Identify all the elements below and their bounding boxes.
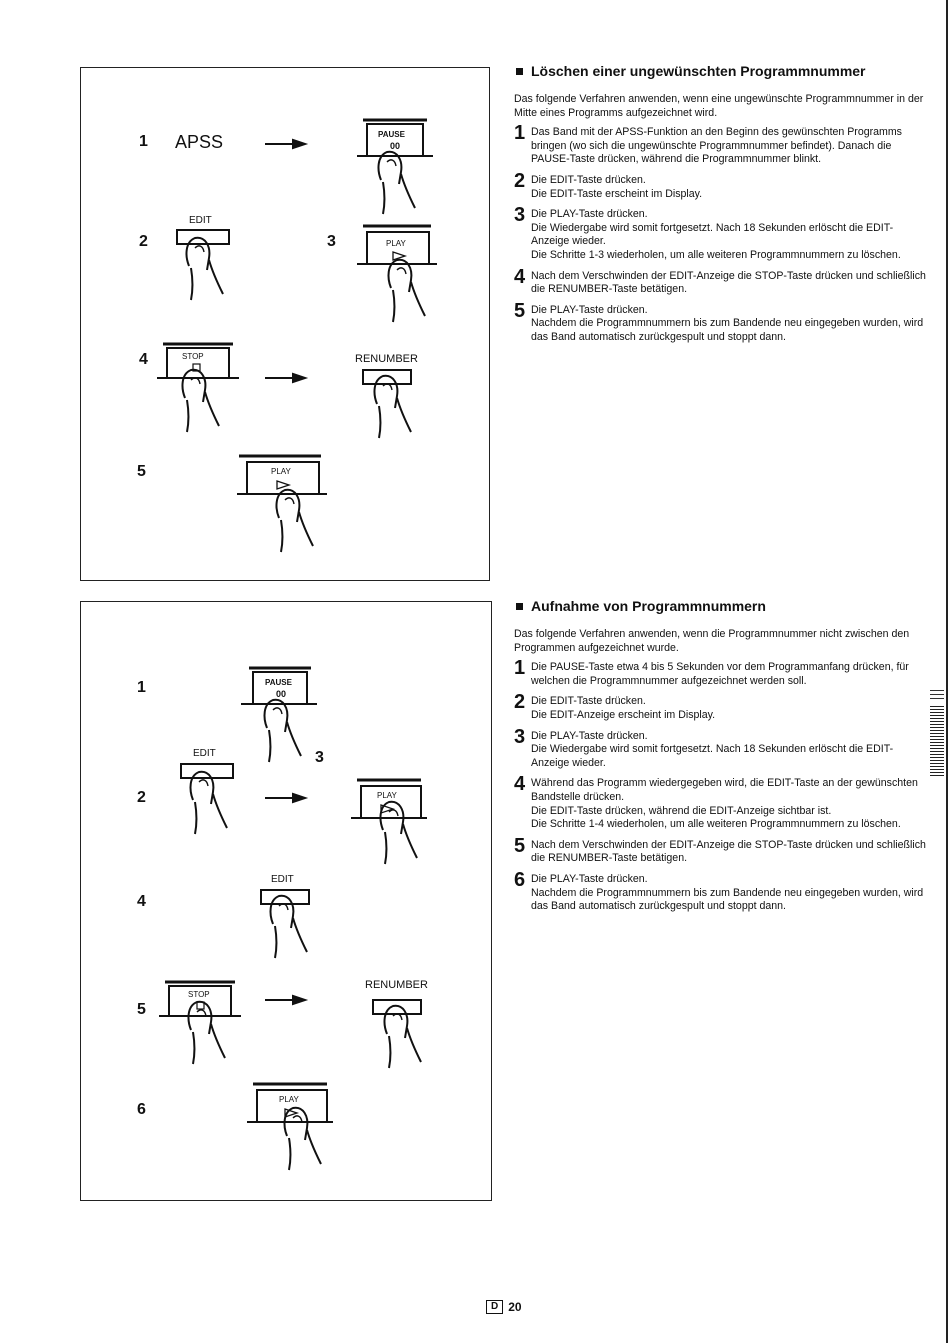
- pointing-finger-icon: [271, 896, 307, 958]
- step-number: 1: [514, 657, 526, 680]
- play-button[interactable]: [247, 1084, 333, 1122]
- bullet-square-icon: [516, 68, 523, 75]
- section1-intro: Das folgende Verfahren anwenden, wenn eine ungewünschte Programmnummer in der Mitte eines Programms aufgezeichnet wird.: [514, 93, 924, 119]
- section2-steps: [514, 657, 926, 914]
- step-item: [514, 691, 926, 722]
- fig2-step-4: 4: [137, 893, 146, 910]
- step-item: [514, 169, 926, 201]
- figure1-illustration: [81, 68, 489, 580]
- section2-heading: [514, 597, 926, 615]
- step-item: [514, 122, 926, 167]
- figure-delete-program-number: [80, 67, 490, 581]
- step-text: Die PLAY-Taste drücken. Die Wiedergabe wird somit fortgesetzt. Nach 18 Sekunden erlöscht die EDIT-Anzeige wieder. Die Schritte 1-3 wiederholen, um alle weiteren Programmnummern zu löschen.: [531, 208, 901, 261]
- page-edge-line: [946, 0, 948, 1343]
- pointing-finger-icon: [389, 260, 425, 322]
- pointing-finger-icon: [385, 1006, 421, 1068]
- step-number: 4: [514, 265, 526, 288]
- pause-label: PAUSE: [265, 678, 292, 687]
- step-text: Die EDIT-Taste drücken. Die EDIT-Anzeige erscheint im Display.: [531, 695, 716, 721]
- step-number: 6: [514, 868, 526, 891]
- step-number: 3: [514, 725, 526, 748]
- stop-label: STOP: [188, 990, 210, 999]
- edit-label: EDIT: [271, 874, 294, 885]
- section2-intro: Das folgende Verfahren anwenden, wenn die Programmnummer nicht zwischen den Programmen aufgezeichnet wurde.: [514, 628, 910, 654]
- scan-marks: [930, 690, 944, 702]
- pointing-finger-icon: [379, 152, 415, 214]
- section-delete-program-number: [514, 62, 926, 352]
- play-label: PLAY: [386, 239, 406, 248]
- step-text: Die PLAY-Taste drücken. Nachdem die Programmnummern bis zum Bandende neu eingegeben wurden, wird das Band automatisch zurückgespult und stoppt dann.: [531, 303, 924, 343]
- pointing-finger-icon: [265, 700, 301, 762]
- language-badge: D: [486, 1300, 503, 1314]
- fig1-step-1: 1: [139, 133, 148, 150]
- play-label: PLAY: [377, 791, 397, 800]
- edit-button[interactable]: [177, 230, 229, 244]
- step-item: [514, 834, 926, 866]
- fig2-step-3: 3: [315, 749, 324, 766]
- bullet-square-icon: [516, 603, 523, 610]
- step-number: 5: [514, 299, 526, 322]
- fig2-step-2: 2: [137, 789, 146, 806]
- section1-title: Löschen einer ungewünschten Programmnummer: [531, 63, 866, 79]
- step-text: Die PLAY-Taste drücken. Die Wiedergabe wird somit fortgesetzt. Nach 18 Sekunden erlöscht die EDIT-Anzeige wieder.: [531, 729, 894, 769]
- arrow-right-icon: [265, 140, 305, 148]
- arrow-right-icon: [265, 794, 305, 802]
- page-number: 20: [508, 1300, 522, 1314]
- stop-button[interactable]: [159, 982, 241, 1016]
- fig1-step-5: 5: [137, 463, 146, 480]
- step-text: Nach dem Verschwinden der EDIT-Anzeige die STOP-Taste drücken und schließlich die RENUMBER-Taste betätigen.: [531, 838, 926, 865]
- step-item: [514, 657, 926, 688]
- step-item: [514, 868, 926, 914]
- pointing-finger-icon: [277, 490, 313, 552]
- step-item: [514, 725, 926, 771]
- fig1-step-3: 3: [327, 233, 336, 250]
- arrow-right-icon: [265, 996, 305, 1004]
- renumber-label: RENUMBER: [355, 353, 418, 365]
- step-number: 2: [514, 169, 526, 192]
- step-item: [514, 204, 926, 262]
- fig1-step-2: 2: [139, 233, 148, 250]
- play-button[interactable]: [237, 456, 327, 494]
- edit-button[interactable]: [181, 764, 233, 778]
- play-triangle-icon: [277, 481, 289, 489]
- figure2-illustration: [81, 602, 491, 1200]
- renumber-button[interactable]: [373, 1000, 421, 1014]
- pause-button[interactable]: [241, 668, 317, 704]
- step-text: Die PAUSE-Taste etwa 4 bis 5 Sekunden vor dem Programmanfang drücken, für welchen die Programmnummer aufgezeichnet werden soll.: [531, 661, 909, 687]
- step-number: 3: [514, 204, 526, 227]
- pause-button[interactable]: [357, 120, 433, 156]
- edit-label: EDIT: [193, 748, 216, 759]
- section2-title: Aufnahme von Programmnummern: [531, 598, 766, 614]
- step-text: Die EDIT-Taste drücken. Die EDIT-Taste erscheint im Display.: [531, 173, 703, 200]
- step-text: Während das Programm wiedergegeben wird, die EDIT-Taste an der gewünschten Bandstelle drücken. Die EDIT-Taste drücken, während die EDIT-Anzeige sichtbar ist. Die Schritte 1-4 wiederholen, um alle weiteren Programmnummern zu löschen.: [531, 777, 918, 831]
- step-item: [514, 299, 926, 345]
- pointing-finger-icon: [189, 1002, 225, 1064]
- step-text: Das Band mit der APSS-Funktion an den Beginn des gewünschten Programms bringen (wo sich die ungewünschte Programmnummer befindet). Danach die PAUSE-Taste drücken, während die Programmnummer blinkt.: [531, 126, 902, 166]
- step-text: Nach dem Verschwinden der EDIT-Anzeige die STOP-Taste drücken und schließlich die RENUMBER-Taste betätigen.: [531, 269, 926, 296]
- figure-record-program-number: [80, 601, 492, 1201]
- section-record-program-number: [514, 597, 926, 921]
- section1-heading: [514, 62, 926, 80]
- pointing-finger-icon: [285, 1108, 321, 1170]
- fig2-step-5: 5: [137, 1001, 146, 1018]
- play-label: PLAY: [271, 467, 291, 476]
- renumber-label: RENUMBER: [365, 979, 428, 991]
- stop-button[interactable]: [157, 344, 239, 378]
- step-item: [514, 265, 926, 297]
- fig1-step-4: 4: [139, 351, 148, 368]
- step-number: 1: [514, 122, 526, 145]
- apss-label: APSS: [175, 132, 224, 152]
- fig2-step-6: 6: [137, 1101, 146, 1118]
- renumber-button[interactable]: [363, 370, 411, 384]
- stop-label: STOP: [182, 352, 204, 361]
- pointing-finger-icon: [187, 238, 223, 300]
- arrow-right-icon: [265, 374, 305, 382]
- page-footer: [486, 1300, 522, 1314]
- pause-label: PAUSE: [378, 130, 405, 139]
- play-button[interactable]: [351, 780, 427, 818]
- edit-label: EDIT: [189, 215, 212, 226]
- step-number: 2: [514, 691, 526, 714]
- step-number: 5: [514, 834, 526, 857]
- pause-symbol-icon: 00: [390, 141, 401, 151]
- pointing-finger-icon: [375, 376, 411, 438]
- fig2-step-1: 1: [137, 679, 146, 696]
- play-label: PLAY: [279, 1095, 299, 1104]
- play-button[interactable]: [357, 226, 437, 264]
- pointing-finger-icon: [191, 772, 227, 834]
- pointing-finger-icon: [183, 370, 219, 432]
- step-text: Die PLAY-Taste drücken. Nachdem die Programmnummern bis zum Bandende neu eingegeben wurden, wird das Band automatisch zurückgespult und stoppt dann.: [531, 872, 924, 913]
- section1-steps: [514, 122, 926, 344]
- scan-marks: [930, 706, 944, 776]
- step-number: 4: [514, 773, 526, 796]
- pause-symbol-icon: 00: [276, 689, 287, 699]
- step-item: [514, 773, 926, 831]
